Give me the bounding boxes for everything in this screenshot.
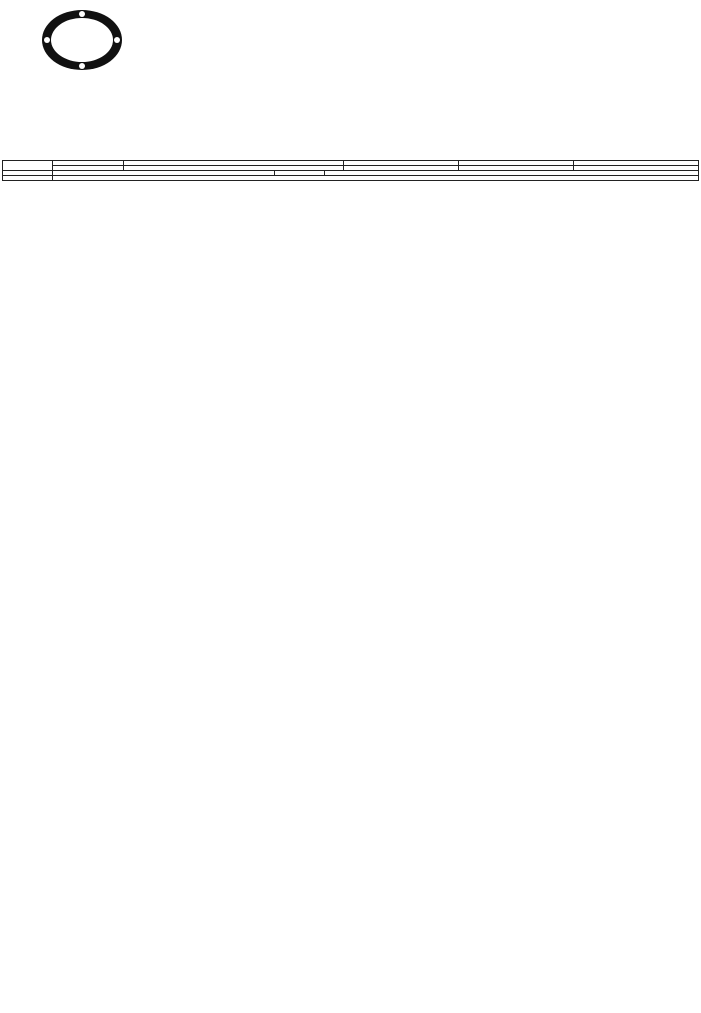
bfa-logo-icon — [40, 8, 124, 72]
package-cell — [458, 166, 573, 171]
package-cell — [343, 166, 458, 171]
package-row — [3, 161, 699, 171]
final-row — [3, 176, 699, 181]
notice-header — [0, 0, 701, 158]
package-table — [53, 161, 699, 170]
row-number — [3, 161, 53, 171]
row-number — [3, 176, 53, 181]
package-cell — [53, 166, 123, 171]
package-cell — [123, 166, 343, 171]
tender-table — [2, 160, 699, 181]
package-cell — [573, 166, 699, 171]
final-text — [53, 176, 699, 181]
